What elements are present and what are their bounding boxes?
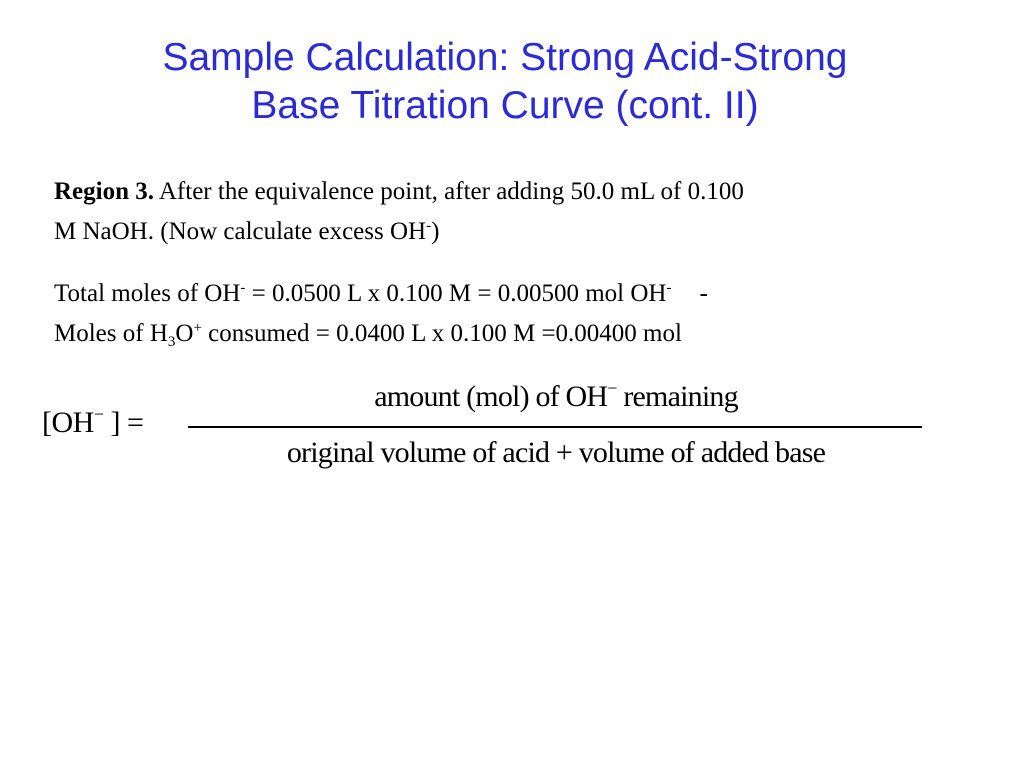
consumed-moles-sup: + xyxy=(193,320,202,336)
slide-title xyxy=(0,34,1010,130)
region-text-line2: M NaOH. (Now calculate excess OH xyxy=(54,218,427,245)
moles-calculation xyxy=(54,274,1014,354)
equation-lhs-open: [OH xyxy=(42,406,94,439)
equation-lhs xyxy=(42,406,143,440)
region-text-line1: After the equivalence point, after adding 50.0 mL of 0.100 xyxy=(154,178,744,205)
equation-lhs-close: ] = xyxy=(103,406,144,439)
region-superscript: - xyxy=(426,218,432,234)
total-moles-calc: = 0.0500 L x 0.100 M = 0.00500 mol OH xyxy=(245,280,667,307)
region-text-line2-end: ) xyxy=(431,218,440,245)
minus-sign: - xyxy=(699,280,708,307)
consumed-moles-label: Moles of H xyxy=(54,320,168,347)
equation-lhs-sup: − xyxy=(93,404,104,424)
slide-title-line2: Base Titration Curve (cont. II) xyxy=(251,84,759,127)
equation-denominator: original volume of acid + volume of added base xyxy=(286,436,826,469)
region-3-paragraph xyxy=(54,172,1014,252)
consumed-moles-sub: 3 xyxy=(167,334,176,350)
numerator-text: amount (mol) of OH xyxy=(374,380,608,413)
region-label: Region 3. xyxy=(54,178,154,205)
numerator-sup: − xyxy=(607,378,617,398)
total-moles-label: Total moles of OH xyxy=(54,280,241,307)
equation-numerator xyxy=(188,380,924,414)
hydroxide-concentration-equation xyxy=(42,380,942,480)
numerator-remaining: remaining xyxy=(616,380,738,413)
consumed-moles-calc: consumed = 0.0400 L x 0.100 M =0.00400 mol xyxy=(201,320,682,347)
consumed-moles-o: O xyxy=(175,320,194,347)
fraction-bar xyxy=(188,426,922,428)
slide-title-line1: Sample Calculation: Strong Acid-Strong xyxy=(162,36,848,79)
total-moles-sup2: - xyxy=(666,280,672,296)
total-moles-sup1: - xyxy=(240,280,246,296)
